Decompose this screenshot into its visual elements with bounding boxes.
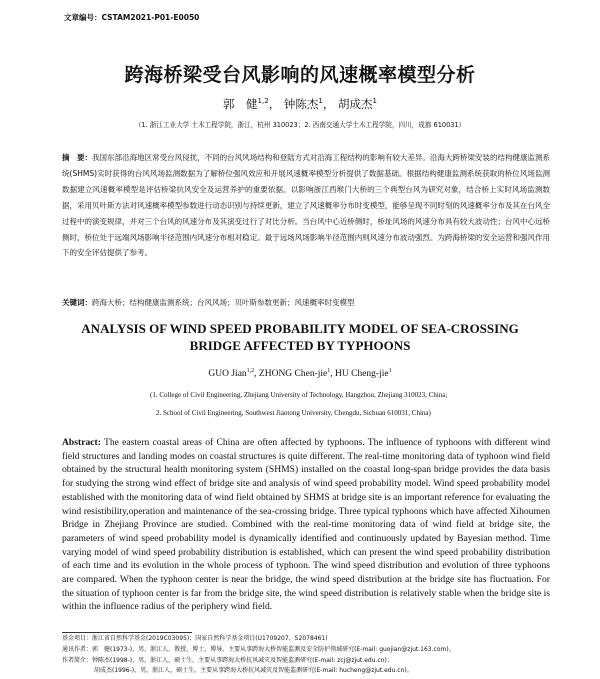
cn-author-name: 郭 健 (223, 97, 258, 111)
english-title-line-1: ANALYSIS OF WIND SPEED PROBABILITY MODEL OF SEA-CROSSING (81, 321, 519, 336)
cn-author-affil-mark: 1 (372, 97, 377, 106)
cn-abstract-label: 摘 要： (62, 153, 93, 162)
chinese-abstract (62, 150, 550, 261)
cn-author-affil-mark: 1,2 (257, 97, 269, 106)
en-abstract-label: Abstract: (62, 437, 101, 448)
article-number: 文章编号：CSTAM2021-P01-E0050 (64, 13, 200, 22)
english-affiliation-1: (1. College of Civil Engineering, Zhejiang University of Technology, Hangzhou, Zhejiang 310023, China; (150, 391, 448, 399)
en-author-name: ZHONG Chen-jie (258, 369, 328, 380)
chinese-keywords (62, 297, 550, 308)
english-authors (0, 368, 600, 379)
cn-author-affil-mark: 1 (318, 97, 323, 106)
english-title (0, 320, 600, 354)
en-author-name: HU Cheng-jie (335, 369, 389, 380)
en-author-affil-mark: 1 (388, 368, 392, 374)
cn-author-name: 胡成杰 (337, 97, 373, 111)
en-author-sep: , (330, 369, 336, 380)
en-author-name: GUO Jian (208, 369, 247, 380)
cn-author-name: 钟陈杰 (283, 97, 319, 111)
cn-abstract-text: 我国东部沿海地区常受台风侵扰，不同的台风风场结构和登陆方式对沿海工程结构的影响有较大差异。沿海大跨桥梁安装的结构健康监测系统(SHMS)实时获得的台风风场监测数据为了解桥位强风效应和开展风速概率模型分析提供了数据基础。根据结构健康监测系统获取的桥位风场监测数据建立风速概率模型是评估桥梁抗风安全及运营养护的重要依据。以影响浙江西堠门大桥的三个典型台风为研究对象，结合桥上实时风场监测数据，采用贝叶斯方法对风速概率模型参数进行动态识别与持续更新，建立了风速概率分布时变模型，能够呈现不同时刻的风速概率分布及其在台风全过程中的演变规律，并对三个台风的风速分布及其演变过行了对比分析。当台风中心近桥侧时，桥址风场的风速分布具有较大波动性；台风中心远桥侧时，桥位处于远端风场影响半径范围内风速分布相对稳定。最于远场风场影响半径范围内则风速分布波动强烈。为跨海桥梁的安全运营和强风作用下的安全评估提供了参考。 (62, 153, 550, 258)
english-affiliations (150, 386, 570, 422)
en-author-affil-mark: 1,2 (246, 368, 255, 374)
footnote-line: 通讯作者：郭 健(1973-)，男，浙江人，教授，博士，博导。主要从事跨海大桥智能监测及安全防护领域研究(E-mail: guojian@zjut.163.com)。 (62, 645, 455, 653)
cn-keywords-label: 关键词： (62, 298, 92, 307)
english-title-line-2: BRIDGE AFFECTED BY TYPHOONS (189, 338, 411, 353)
footnote-line: 作者简介：钟陈杰(1998-)，男，浙江人，硕士生，主要从事跨海大桥抗风减灾及智能监测研究(E-mail: zcj@zjut.edu.cn)； (62, 656, 393, 664)
en-abstract-text: The eastern coastal areas of China are often affected by typhoons. The influence of typhoons with different wind field structures and landing modes on coastal structures is quite different. The real-time monitoring data of typhoon wind field obtained by the structural health monitoring system (SHMS) installed on the coastal long-span bridge provides the data basis for studying the strong wind effect of bridge site and analysis of wind speed probability model. Wind speed probability model established with the monitoring data of wind field obtained by SHMS at bridge site is an important reference for evaluating the wind resistibility,operation and maintenance of the sea-crossing bridge. Three typical typhoons which have affected Xihoumen Bridge in Zhejiang Province are studied. Combined with the real-time monitoring data of wind field at bridge site, the parameters of wind speed probability model is dynamically identified and continuously updated by Bayesian method. Time varying model of wind speed probability distribution is established, which can present the wind speed probability distribution of each time and its evolution in the whole process of typhoon. The wind speed distribution and evolution of three typhoons are compared. When the typhoon center is near the bridge, the wind speed distribution at the bridge site has fluctuation. For the situation of typhoon center is far from the bridge site, the wind speed distribution is relatively stable when the bridge site is within the influence radius of the periphery wind field. (62, 437, 550, 613)
cn-author-sep: ， (322, 97, 335, 111)
english-affiliation-2: 2. School of Civil Engineering, Southwest Jiaotong University, Chengdu, Sichuan 610031, China) (156, 409, 431, 417)
footnote-divider (62, 632, 192, 633)
chinese-affiliation: （1. 浙江工业大学 土木工程学院，浙江，杭州 310023；2. 西南交通大学土木工程学院，四川，成都 610031） (134, 121, 466, 129)
footnote-line: 胡成杰(1996-)，男，浙江人，硕士生，主要从事跨海大桥抗风减灾及智能监测研究(E-mail: hucheng@zjut.edu.cn)。 (94, 667, 413, 675)
footnote-line: 基金项目：浙江省自然科学基金(2019C03095)；国家自然科学基金项目(U1709207，52078461) (62, 635, 328, 642)
english-abstract (62, 436, 550, 614)
chinese-title: 跨海桥梁受台风影响的风速概率模型分析 (124, 64, 476, 86)
en-author-affil-mark: 1 (327, 368, 331, 374)
footnotes (62, 634, 582, 677)
en-author-sep: , (254, 369, 259, 380)
cn-keywords-text: 跨海大桥；结构健康监测系统；台风风场；贝叶斯参数更新；风速概率时变模型 (92, 298, 355, 307)
chinese-authors (0, 96, 600, 112)
cn-author-sep: ， (268, 97, 281, 111)
